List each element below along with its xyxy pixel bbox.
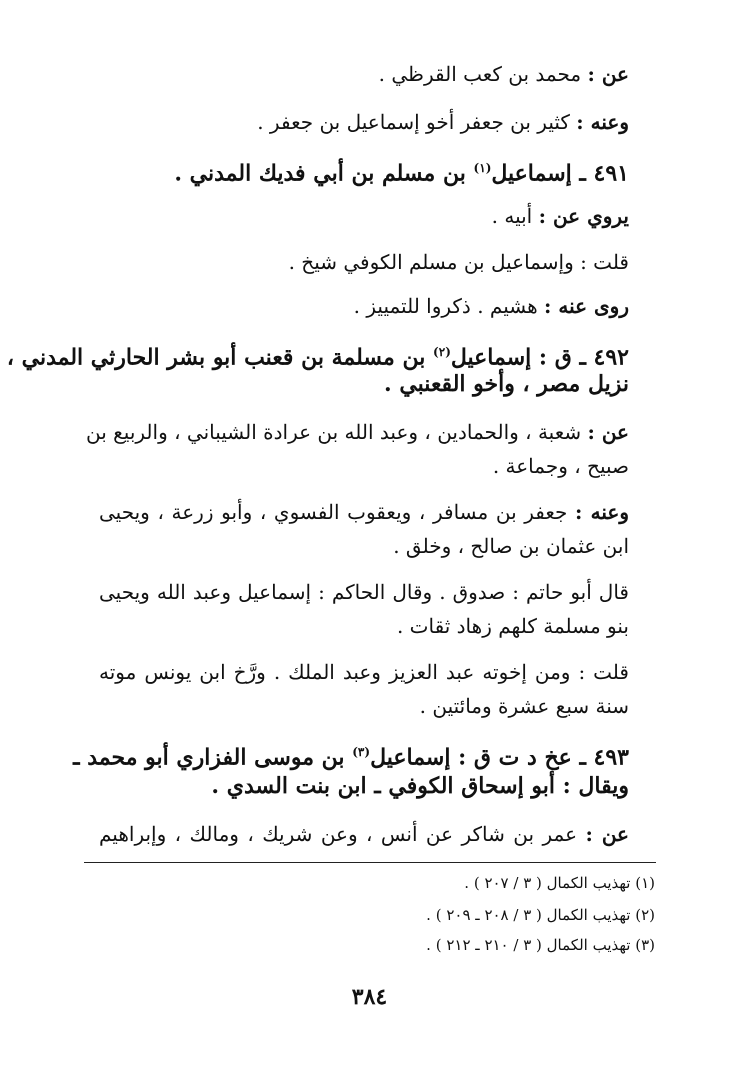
text-line-narrated-from: عن : محمد بن كعب القرظي .	[378, 62, 629, 86]
text-line-teachers-493: عن : عمر بن شاكر عن أنس ، وعن شريك ، ومالك ، وإبراهيم	[99, 822, 629, 846]
text-line-grading: قال أبو حاتم : صدوق . وقال الحاكم : إسماعيل وعبد الله ويحيى	[99, 580, 629, 604]
footnote-2: (٢) تهذيب الكمال ( ٣ / ٢٠٨ ـ ٢٠٩ ) .	[426, 906, 655, 924]
text-line-brothers-continuation: سنة سبع عشرة ومائتين .	[419, 694, 629, 718]
text-line-grading-continuation: بنو مسلمة كلهم زهاد ثقات .	[396, 614, 629, 638]
footnote-1: (١) تهذيب الكمال ( ٣ / ٢٠٧ ) .	[464, 874, 655, 892]
entry-heading-492-continuation: نزيل مصر ، وأخو القعنبي .	[384, 371, 629, 397]
entry-heading-491: ٤٩١ ـ إسماعيل$^{(١)}$ بن مسلم بن أبي فديك المدني .	[174, 160, 629, 187]
text-line-teachers-492-continuation: صبيح ، وجماعة .	[492, 454, 629, 478]
text-line-narrated-by-2: روى عنه : هشيم . ذكروا للتمييز .	[353, 294, 629, 318]
footnote-ref-1: (١)	[473, 161, 492, 175]
entry-heading-493: ٤٩٣ ـ عخ د ت ق : إسماعيل$^{(٣)}$ بن موسى الفزاري أبو محمد ـ	[73, 744, 629, 771]
footnote-3: (٣) تهذيب الكمال ( ٣ / ٢١٠ ـ ٢١٢ ) .	[426, 936, 655, 954]
entry-heading-493-continuation: ويقال : أبو إسحاق الكوفي ـ ابن بنت السدي .	[211, 773, 629, 799]
text-line-narrated-by: وعنه : كثير بن جعفر أخو إسماعيل بن جعفر .	[257, 110, 629, 134]
text-line-narrates-from: يروي عن : أبيه .	[491, 204, 629, 228]
footnote-ref-2: (٢)	[433, 345, 451, 359]
page-number: ٣٨٤	[351, 984, 388, 1010]
text-line-teachers-492: عن : شعبة ، والحمادين ، وعبد الله بن عرادة الشيباني ، والربيع بن	[85, 420, 629, 444]
text-line-students-492: وعنه : جعفر بن مسافر ، ويعقوب الفسوي ، وأبو زرعة ، ويحيى	[99, 500, 630, 524]
text-line-brothers: قلت : ومن إخوته عبد العزيز وعبد الملك . ورَّخ ابن يونس موته	[99, 660, 629, 684]
text-line-students-492-continuation: ابن عثمان بن صالح ، وخلق .	[393, 534, 629, 558]
footnote-ref-3: (٣)	[352, 745, 371, 759]
text-line-note: قلت : وإسماعيل بن مسلم الكوفي شيخ .	[288, 250, 629, 274]
entry-heading-492: ٤٩٢ ـ ق : إسماعيل$^{(٢)}$ بن مسلمة بن قعنب أبو بشر الحارثي المدني ،	[6, 344, 629, 371]
footnote-divider	[84, 862, 656, 863]
